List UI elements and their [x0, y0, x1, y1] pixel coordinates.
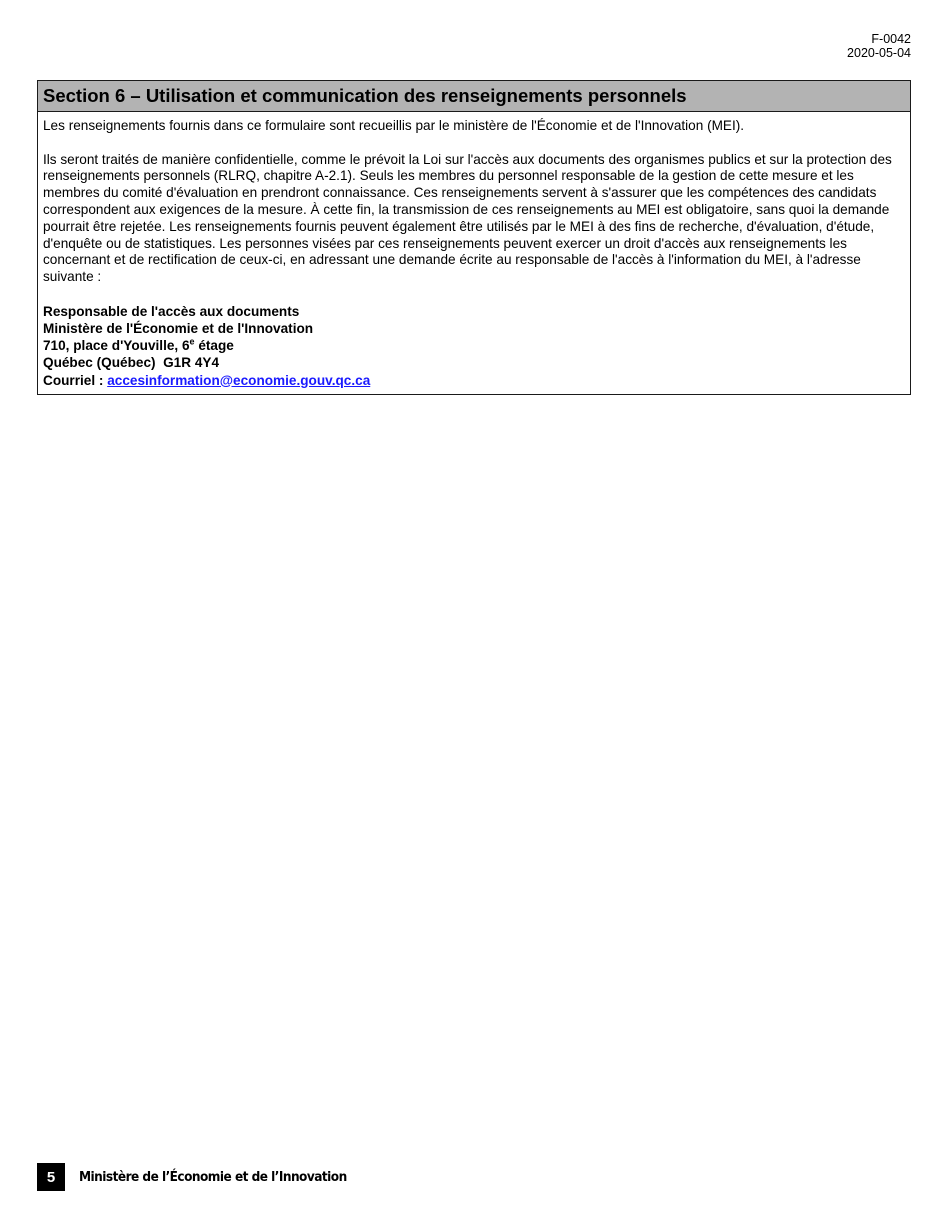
- address-line-ministere: Ministère de l'Économie et de l'Innovation: [43, 320, 314, 336]
- page-number: 5: [37, 1163, 65, 1191]
- intro-paragraph: Les renseignements fournis dans ce formulaire sont recueillis par le ministère de l'Économie et de l'Innovation (MEI).: [43, 118, 745, 133]
- address-line-responsable: Responsable de l'accès aux documents: [43, 303, 300, 319]
- address-line-city: Québec (Québec) G1R 4Y4: [43, 355, 220, 371]
- section-body: [38, 112, 910, 394]
- address-line-street: 710, place d'Youville, 6e étage: [43, 336, 234, 354]
- page-footer: [37, 1163, 376, 1191]
- address-line-email: [43, 372, 905, 389]
- footer-organization: Ministère de l’Économie et de l’Innovation: [79, 1169, 347, 1185]
- form-date: 2020-05-04: [847, 46, 911, 60]
- form-number: F-0042: [871, 32, 911, 46]
- contact-address: [43, 303, 905, 389]
- email-link[interactable]: accesinformation@economie.gouv.qc.ca: [107, 372, 371, 388]
- form-reference: [847, 32, 911, 60]
- section-6-box: [37, 80, 911, 395]
- section-title: Section 6 – Utilisation et communication des renseignements personnels: [38, 81, 910, 112]
- confidentiality-paragraph: Ils seront traités de manière confidentielle, comme le prévoit la Loi sur l'accès aux documents des organismes publics et sur la protection des renseignements personnels (RLRQ, chapitre A-2.1). Seuls les membres du personnel responsable de la gestion de cette mesure et les membres du comité d'évaluation en prendront connaissance. Ces renseignements servent à s'assurer que les compétences des candidats correspondent aux exigences de la mesure. À cette fin, la transmission de ces renseignements au MEI est obligatoire, sans quoi la demande pourrait être rejetée. Les renseignements fournis peuvent également être utilisés par le MEI à des fins de recherche, d'évaluation, d'étude, d'enquête ou de statistiques. Les personnes visées par ces renseignements peuvent exercer un droit d'accès aux renseignements les concernant et de rectification de ceux-ci, en adressant une demande écrite au responsable de l'accès à l'information du MEI, à l'adresse suivante :: [43, 151, 892, 285]
- email-label: Courriel :: [43, 372, 108, 388]
